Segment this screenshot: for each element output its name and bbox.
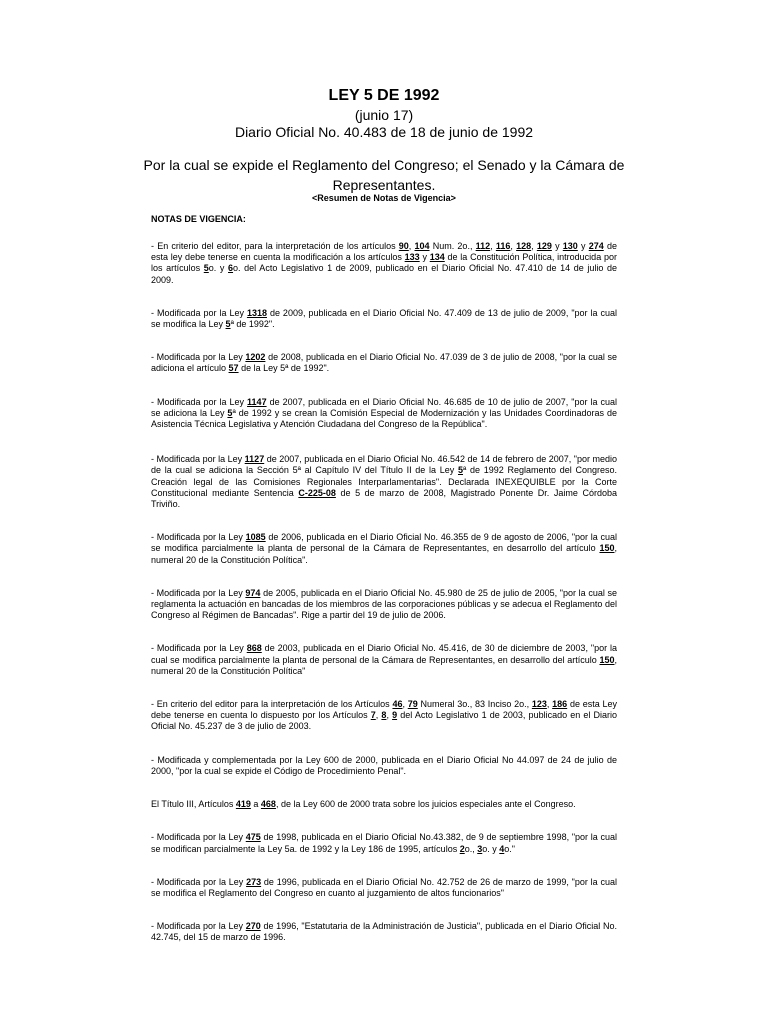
note-text: de 2009, publicada en el Diario Oficial No. 47.409 de 13 de julio de 2009, "por la cual se modifica la Ley [151,307,617,330]
reference-link[interactable]: 112 [475,241,491,251]
note-text: El Título III, Artículos [151,799,236,810]
law-date: (junio 17) [354,107,414,123]
reference-link[interactable]: 475 [245,832,261,843]
note-text: de 2007, publicada en el Diario Oficial No. 46.685 de 10 de julio de 2007, "por la cual se adiciona la Ley [151,396,617,418]
note-paragraph [151,588,617,622]
reference-link[interactable]: 5 [457,465,463,476]
note-text: - Modificada por la Ley [151,396,248,407]
law-title: LEY 5 DE 1992 [328,87,440,104]
reference-link[interactable]: 5 [203,263,209,274]
reference-link[interactable]: 5 [227,407,233,418]
note-text: ª de 1992 Reglamento del Congreso. Creación legal de las Comisiones Regionales Interparlamentarias". Declarada INEXEQUIBLE por la Corte Constitucional mediante Sentencia [151,465,617,498]
reference-link[interactable]: 2 [459,843,465,854]
note-text: , [408,241,415,251]
note-text: o. y [208,263,229,274]
note-text: - Modificada por la Ley [151,921,246,932]
reference-link[interactable]: 1318 [246,307,267,318]
reference-link[interactable]: 150 [599,543,615,554]
note-text: - Modificada por la Ley [151,532,246,543]
note-text: , [490,241,496,251]
reference-link[interactable]: 150 [599,654,615,665]
notes-list [151,241,617,944]
note-text: Num. 2o., [429,241,476,251]
note-text: de 1998, publicada en el Diario Oficial No.43.382, de 9 de septiembre 1998, "por la cual se modifican parcialmente la Ley 5a. de 1992 y la Ley 186 de 1995, artículos [151,832,618,854]
note-text: del Acto Legislativo 1 de 2003, publicado en el Diario Oficial No. 45.237 de 3 de julio de 2003. [151,710,617,732]
reference-link[interactable]: 6 [228,263,234,274]
reference-link[interactable]: 273 [246,876,262,887]
note-text: ª de 1992". [230,319,275,330]
note-text: de esta ley debe tenerse en cuenta la modificación a los artículos [151,241,617,263]
reference-link[interactable]: 7 [370,710,376,721]
note-text: - Modificada por la Ley [151,352,246,363]
reference-link[interactable]: 1085 [245,532,266,543]
note-text: - En criterio del editor para la interpretación de los Artículos [151,699,393,710]
reference-link[interactable]: 274 [588,241,604,251]
gazette-reference: Diario Oficial No. 40.483 de 18 de junio de 1992 [234,124,534,140]
note-text: de la Constitución Política, introducida por los artículos [151,252,617,274]
note-text: , numeral 20 de la Constitución Política". [151,543,617,565]
note-paragraph [151,832,617,854]
law-purpose: Por la cual se expide el Reglamento del Congreso; el Senado y la Cámara de Representantes. [143,157,625,193]
note-text: , [402,699,408,710]
note-paragraph [151,308,617,330]
reference-link[interactable]: 270 [245,921,261,932]
note-text: a [250,799,261,810]
note-text: , [375,710,382,721]
note-text: - Modificada por la Ley [151,307,247,318]
reference-link[interactable]: C-225-08 [298,487,336,498]
reference-link[interactable]: 9 [392,710,398,721]
reference-link[interactable]: 5 [225,319,231,330]
reference-link[interactable]: 116 [495,241,511,251]
note-text: , numeral 20 de la Constitución Política" [151,654,617,676]
note-paragraph [151,755,617,777]
note-text: , [531,241,537,251]
note-text: de 2003, publicada en el Diario Oficial No. 45.416, de 30 de diciembre de 2003, "por la cual se modifica parcialmente la planta de personal de la Cámara de Representantes, en desarrollo del artículo [151,643,618,665]
note-paragraph [151,352,617,374]
reference-link[interactable]: 104 [414,241,430,251]
reference-link[interactable]: 1127 [244,454,265,465]
note-text: - Modificada por la Ley [151,587,246,598]
note-text: Numeral 3o., 83 Inciso 2o., [417,699,532,710]
note-text: de esta Ley debe tenerse en cuenta lo dispuesto por los Artículos [151,699,617,721]
note-paragraph [151,241,617,286]
note-paragraph [151,532,617,566]
notes-heading: NOTAS DE VIGENCIA: [151,214,246,224]
note-text: - Modificada por la Ley [151,876,247,887]
note-text: y [577,241,589,251]
reference-link[interactable]: 134 [429,252,445,263]
reference-link[interactable]: 90 [398,241,409,251]
note-text: de la Ley 5ª de 1992". [238,363,330,374]
note-text: de 2008, publicada en el Diario Oficial No. 47.039 de 3 de julio de 2008, "por la cual se adiciona el artículo [151,352,618,374]
note-text: , [510,241,517,251]
reference-link[interactable]: 419 [235,799,251,810]
note-paragraph [151,799,617,810]
note-text: de 2005, publicada en el Diario Oficial No. 45.980 de 25 de julio de 2005, "por la cual se reglamenta la actuación en bancadas de los miembros de las corporaciones públicas y se adecua el Reglamento del Congreso al Régimen de Bancadas". Rige a partir del 19 de julio de 2006. [151,587,618,621]
note-paragraph [151,877,617,899]
note-text: o. del Acto Legislativo 1 de 2009, publicado en el Diario Oficial No. 47.410 de 14 de julio de 2009. [151,263,617,285]
note-text: , [386,710,393,721]
note-paragraph [151,454,617,510]
note-text: - Modificada por la Ley [151,832,246,843]
reference-link[interactable]: 974 [245,587,261,598]
note-paragraph [151,397,617,431]
note-text: de 2006, publicada en el Diario Oficial No. 46.355 de 9 de agosto de 2006, "por la cual se modifica parcialmente la planta de personal de la Cámara de Representantes, en desarrollo del artículo [151,532,618,554]
reference-link[interactable]: 79 [407,699,418,710]
note-text: y [551,241,563,251]
reference-link[interactable]: 868 [246,643,262,654]
note-paragraph [151,699,617,733]
reference-link[interactable]: 8 [381,710,387,721]
note-paragraph [151,921,617,943]
note-text: - Modificada por la Ley [151,454,245,465]
note-text: o. y [482,843,500,854]
note-paragraph [151,643,617,677]
note-text: de 5 de marzo de 2008, Magistrado Ponente Dr. Jaime Córdoba Triviño. [151,487,618,510]
reference-link[interactable]: 57 [228,363,239,374]
note-text: de 2007, publicada en el Diario Oficial No. 46.542 de 14 de febrero de 2007, "por medio de la cual se adiciona la Sección 5ª al Capítulo IV del Título II de la Ley [151,454,618,476]
note-text: - Modificada y complementada por la Ley 600 de 2000, publicada en el Diario Oficial No 44.097 de 24 de julio de 2000, "por la cual se expide el Código de Procedimiento Penal". [151,754,617,776]
reference-link[interactable]: 3 [477,843,483,854]
note-text: - Modificada por la Ley [151,643,247,654]
note-text: de 1996, publicada en el Diario Oficial No. 42.752 de 26 de marzo de 1999, "por la cual se modifica el Reglamento del Congreso en cuanto al juzgamiento de altos funcionarios" [151,876,618,898]
reference-link[interactable]: 46 [392,699,403,710]
reference-link[interactable]: 128 [516,241,532,251]
reference-link[interactable]: 4 [499,843,505,854]
summary-link[interactable]: <Resumen de Notas de Vigencia> [312,193,456,203]
note-text: - En criterio del editor, para la interpretación de los artículos [151,241,399,251]
reference-link[interactable]: 129 [536,241,552,251]
reference-link[interactable]: 133 [404,252,420,263]
note-text: , de la Ley 600 de 2000 trata sobre los juicios especiales ante el Congreso. [275,799,576,810]
reference-link[interactable]: 186 [552,699,568,710]
note-text: ª de 1992 y se crean la Comisión Especial de Modernización y las Unidades Coordinadoras de Asistencia Técnica Legislativa y Atención Ciudadana del Congreso de la República". [151,407,617,430]
reference-link[interactable]: 468 [260,799,276,810]
note-text: y [419,252,430,263]
note-text: o., [464,843,478,854]
note-text: o." [504,843,515,854]
note-text: de 1996, "Estatutaria de la Administración de Justicia", publicada en el Diario Oficial No. 42.745, del 15 de marzo de 1996. [151,921,617,943]
reference-link[interactable]: 130 [562,241,578,251]
note-text: , [546,699,553,710]
reference-link[interactable]: 1147 [247,396,267,407]
reference-link[interactable]: 1202 [245,352,266,363]
reference-link[interactable]: 123 [531,699,547,710]
